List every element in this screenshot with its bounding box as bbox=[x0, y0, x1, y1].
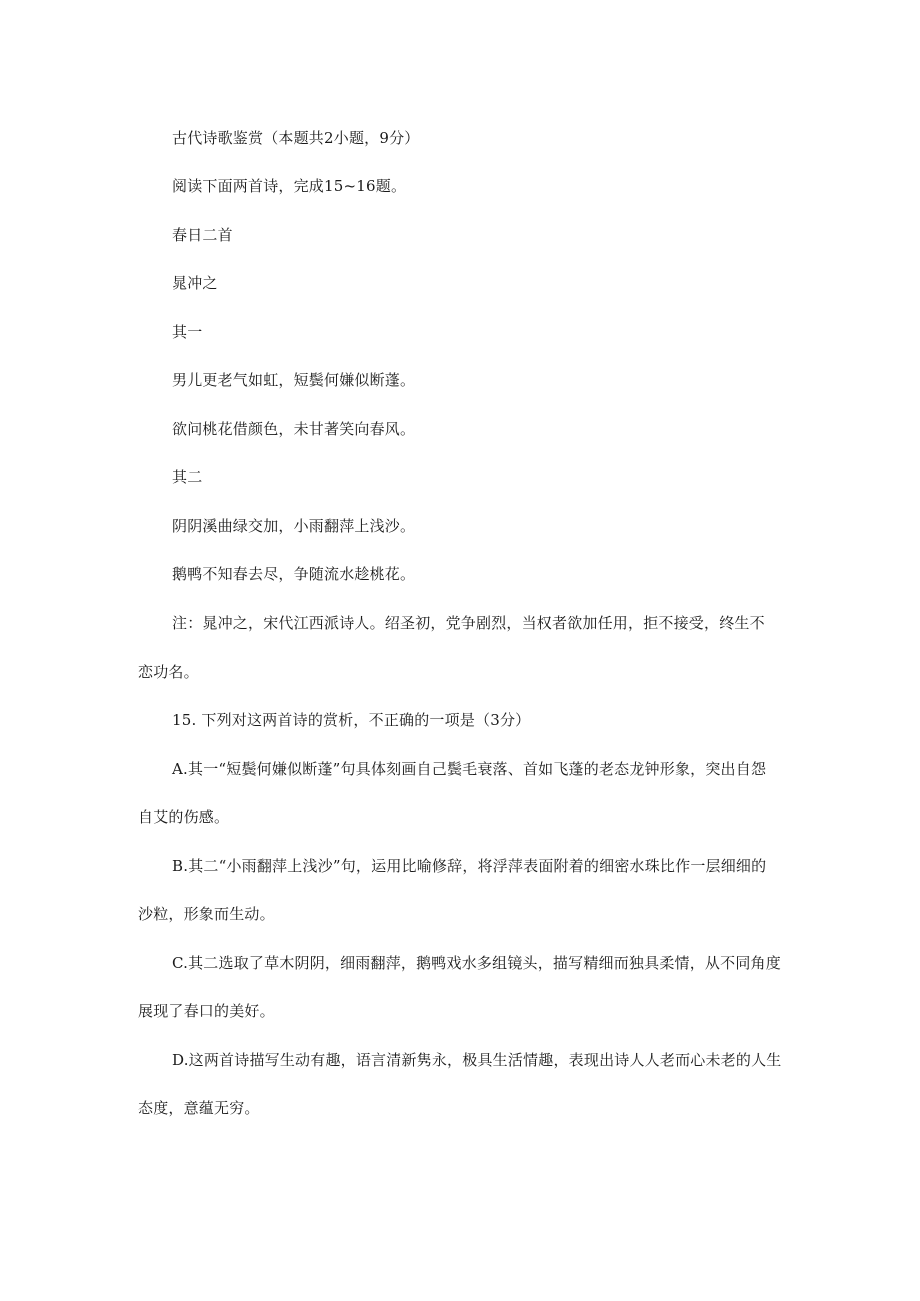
option-b-line1: B.其二“小雨翻萍上浅沙”句，运用比喻修辞，将浮萍表面附着的细密水珠比作一层细细的 bbox=[172, 857, 767, 875]
option-c-line1: C.其二选取了草木阴阴，细雨翻萍，鹅鸭戏水多组镜头，描写精细而独具柔情，从不同角度 bbox=[172, 954, 781, 972]
reading-instruction: 阅读下面两首诗，完成15~16题。 bbox=[172, 177, 407, 195]
option-d-line1: D.这两首诗描写生动有趣，语言清新隽永，极具生活情趣，表现出诗人人老而心未老的人生 bbox=[172, 1051, 782, 1069]
option-b-line2: 沙粒，形象而生动。 bbox=[138, 905, 275, 923]
option-a-line1: A.其一“短鬓何嫌似断蓬”句具体刻画自己鬓毛衰落、首如飞蓬的老态龙钟形象，突出自怨 bbox=[172, 760, 767, 778]
option-c-line2: 展现了春口的美好。 bbox=[138, 1002, 275, 1020]
poem-part1-line1: 男儿更老气如虹，短鬓何嫌似断蓬。 bbox=[172, 371, 416, 389]
poem-part2-line1: 阴阴溪曲绿交加，小雨翻萍上浅沙。 bbox=[172, 517, 416, 535]
note-line2: 恋功名。 bbox=[138, 663, 199, 681]
option-a-line2: 自艾的伤感。 bbox=[138, 808, 230, 826]
poem-author: 晁冲之 bbox=[172, 274, 218, 292]
question-stem: 15. 下列对这两首诗的赏析，不正确的一项是（3分） bbox=[172, 711, 531, 729]
poem-part1-label: 其一 bbox=[172, 323, 203, 341]
note-line1: 注：晁冲之，宋代江西派诗人。绍圣初，党争剧烈，当权者欲加任用，拒不接受，终生不 bbox=[172, 614, 765, 632]
option-d-line2: 态度，意蕴无穷。 bbox=[138, 1099, 260, 1117]
poem-part2-line2: 鹅鸭不知春去尽，争随流水趁桃花。 bbox=[172, 565, 416, 583]
poem-part2-label: 其二 bbox=[172, 468, 203, 486]
section-title: 古代诗歌鉴赏（本题共2小题，9分） bbox=[172, 129, 420, 147]
poem-title: 春日二首 bbox=[172, 226, 233, 244]
poem-part1-line2: 欲问桃花借颜色，未甘著笑向春风。 bbox=[172, 420, 416, 438]
